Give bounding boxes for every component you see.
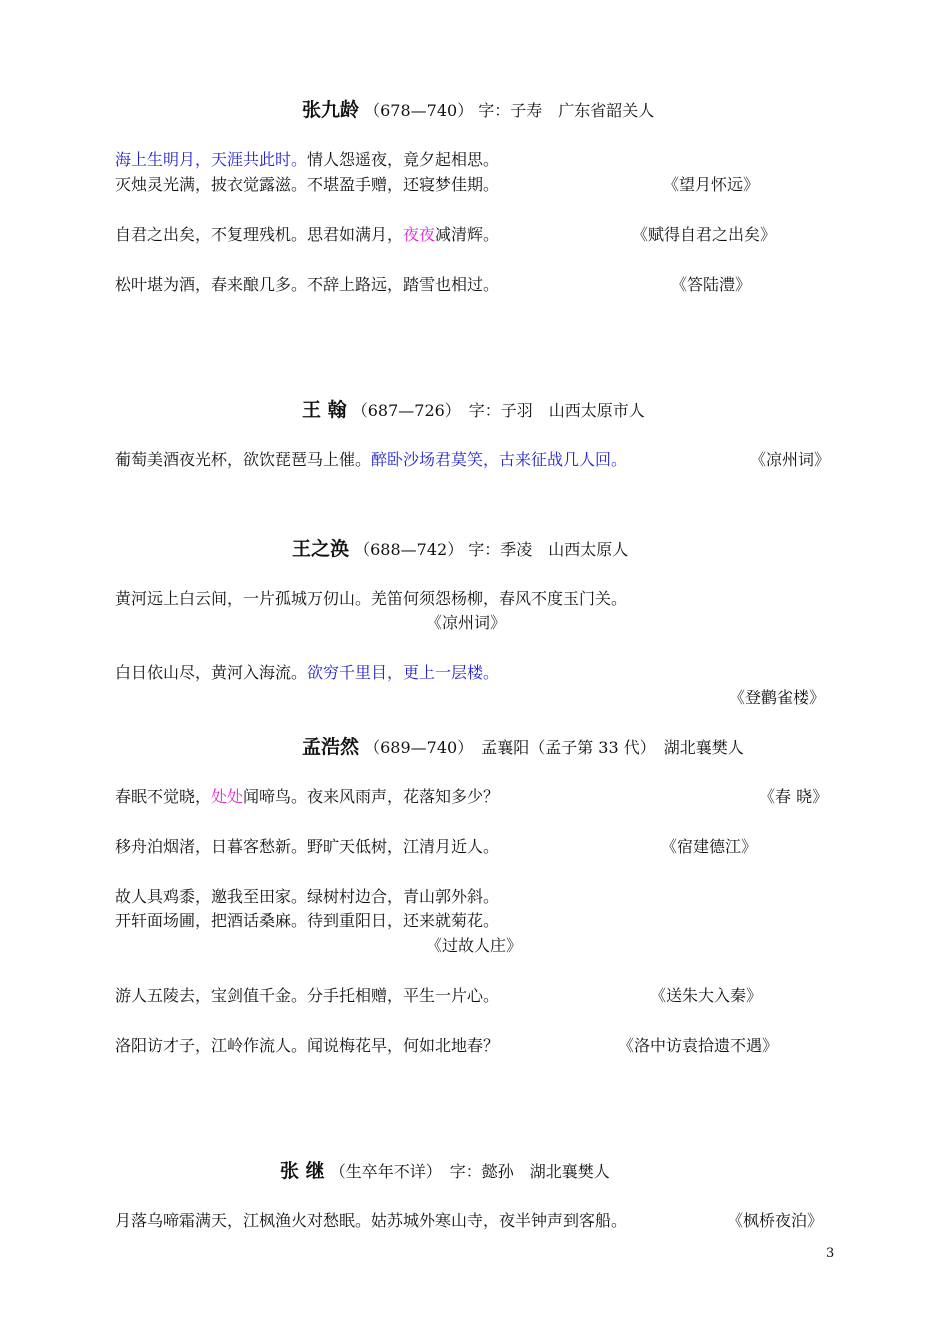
poem-line: 自君之出矣，不复理残机。思君如满月，夜夜减清辉。 xyxy=(115,225,500,244)
poet-heading xyxy=(302,734,744,761)
poet-name: 王之涣 xyxy=(292,538,350,560)
poem-title: 《宿建德江》 xyxy=(661,837,758,856)
poem-line: 葡萄美酒夜光杯，欲饮琵琶马上催。醉卧沙场君莫笑，古来征战几人回。 xyxy=(115,450,628,469)
poet-name: 张九龄 xyxy=(302,99,360,121)
poem-title: 《过故人庄》 xyxy=(426,936,523,955)
poet-name: 孟浩然 xyxy=(302,736,360,758)
poem-title: 《望月怀远》 xyxy=(663,175,760,194)
poem-line: 灭烛灵光满，披衣觉露滋。不堪盈手赠，还寝梦佳期。 xyxy=(115,175,500,194)
highlight-text: 醉卧沙场君莫笑，古来征战几人回。 xyxy=(371,450,628,469)
poem-line: 故人具鸡黍，邀我至田家。绿树村边合，青山郭外斜。 xyxy=(115,887,500,906)
poem-title: 《赋得自君之出矣》 xyxy=(632,225,777,244)
poet-info: （678—740） 字：子寿 广东省韶关人 xyxy=(364,101,655,120)
highlight-text: 处处 xyxy=(211,787,244,806)
poet-info: （688—742） 字：季凌 山西太原人 xyxy=(354,540,629,559)
poem-line: 开轩面场圃，把酒话桑麻。待到重阳日，还来就菊花。 xyxy=(115,911,500,930)
poem-title: 《送朱大入秦》 xyxy=(650,986,763,1005)
poem-line: 游人五陵去，宝剑值千金。分手托相赠，平生一片心。 xyxy=(115,986,500,1005)
poem-line: 月落乌啼霜满天，江枫渔火对愁眠。姑苏城外寒山寺，夜半钟声到客船。 xyxy=(115,1211,628,1230)
poet-heading xyxy=(292,536,628,563)
highlight-text: 夜夜 xyxy=(403,225,436,244)
poem-line: 春眠不觉晓，处处闻啼鸟。夜来风雨声，花落知多少？ xyxy=(115,787,500,806)
poem-line: 移舟泊烟渚，日暮客愁新。野旷天低树，江清月近人。 xyxy=(115,837,500,856)
poem-line: 松叶堪为酒，春来酿几多。不辞上路远，踏雪也相过。 xyxy=(115,275,500,294)
page-number: 3 xyxy=(826,1246,835,1261)
poem-line: 白日依山尽，黄河入海流。欲穷千里目，更上一层楼。 xyxy=(115,663,500,682)
poem-line: 洛阳访才子，江岭作流人。闻说梅花早，何如北地春？ xyxy=(115,1036,500,1055)
poem-title: 《答陆澧》 xyxy=(671,275,752,294)
highlight-text: 欲穷千里目，更上一层楼。 xyxy=(307,663,500,682)
poem-line: 海上生明月，天涯共此时。情人怨遥夜，竟夕起相思。 xyxy=(115,150,500,169)
poem-title: 《洛中访袁拾遗不遇》 xyxy=(618,1036,779,1055)
poet-heading xyxy=(302,97,654,124)
poet-info: （生卒年不详） 字：懿孙 湖北襄樊人 xyxy=(329,1162,610,1181)
poem-title: 《春 晓》 xyxy=(759,787,829,806)
poem-line: 黄河远上白云间，一片孤城万仞山。羌笛何须怨杨柳，春风不度玉门关。 xyxy=(115,589,628,608)
poet-name: 王 翰 xyxy=(302,399,347,421)
poem-title: 《凉州词》 xyxy=(426,613,507,632)
poem-title: 《凉州词》 xyxy=(750,450,831,469)
poet-heading xyxy=(280,1158,610,1185)
poet-info: （689—740） 孟襄阳（孟子第 33 代） 湖北襄樊人 xyxy=(364,738,744,757)
poem-title: 《枫桥夜泊》 xyxy=(727,1211,824,1230)
poem-title: 《登鹳雀楼》 xyxy=(729,688,826,707)
poet-info: （687—726） 字：子羽 山西太原市人 xyxy=(351,401,645,420)
highlight-text: 海上生明月，天涯共此时。 xyxy=(115,150,308,169)
poet-heading xyxy=(302,397,645,424)
poet-name: 张 继 xyxy=(280,1160,325,1182)
